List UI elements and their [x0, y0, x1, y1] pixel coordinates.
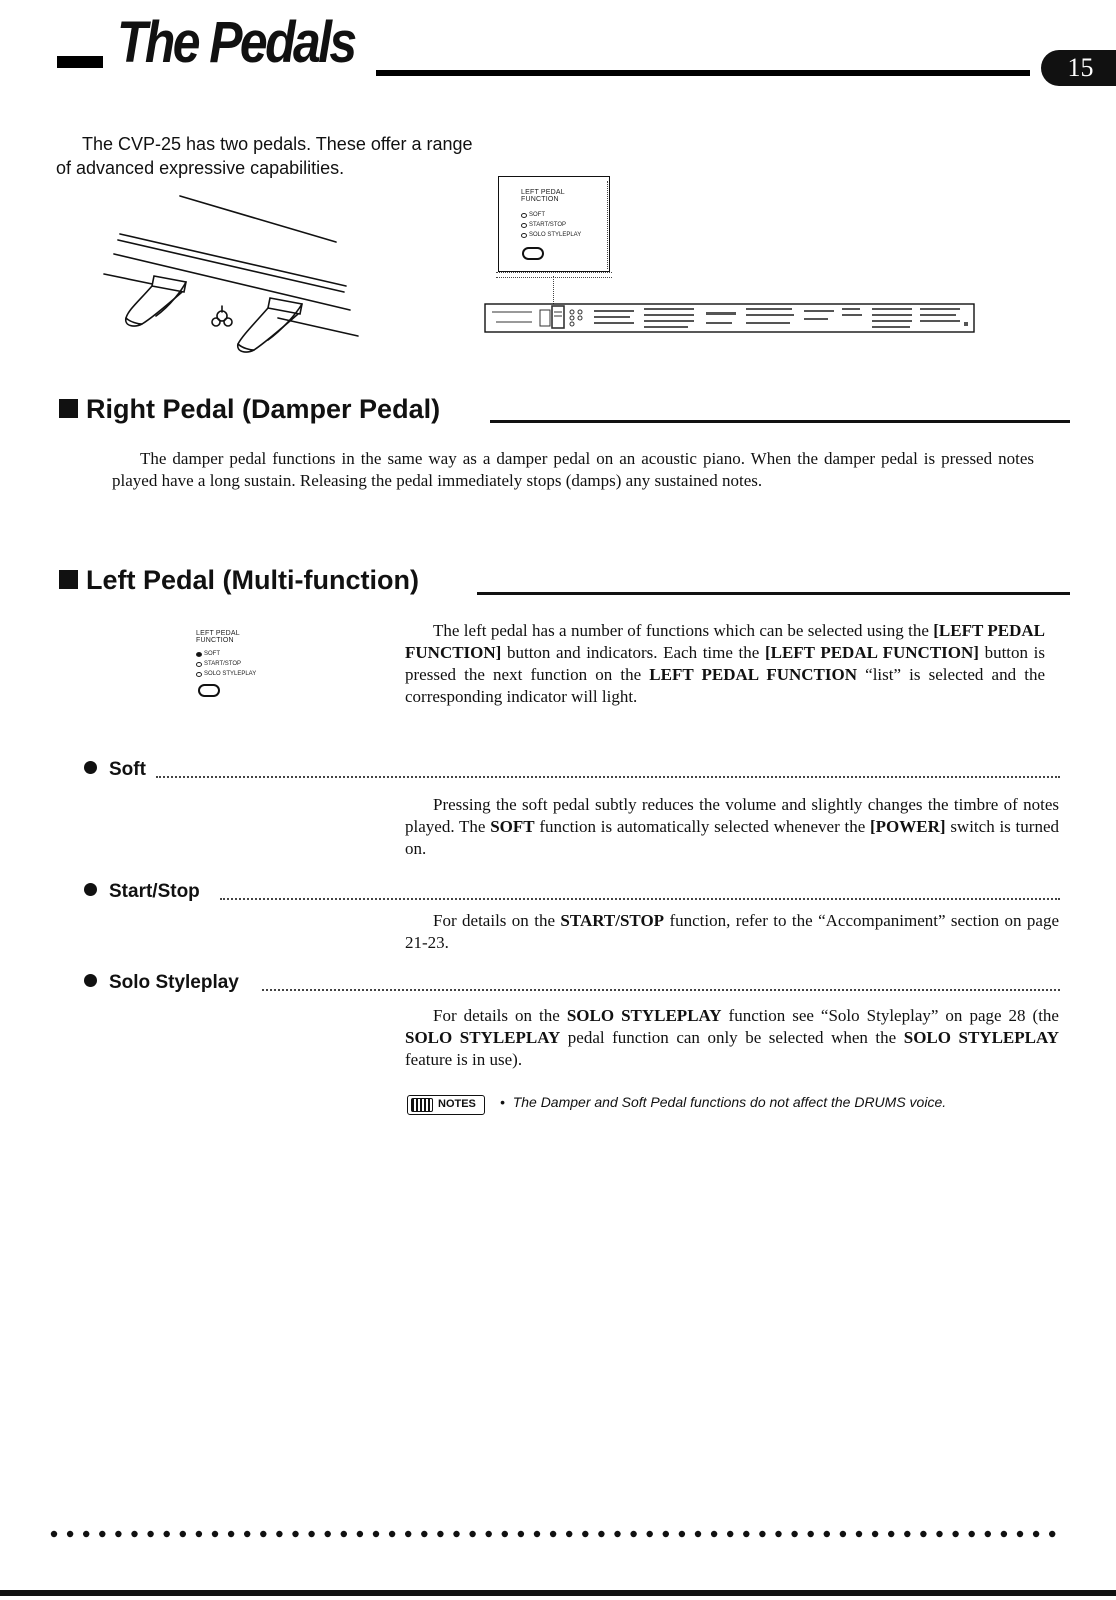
lpf-label-1: LEFT PEDAL: [196, 630, 240, 637]
lpf-label-2: FUNCTION: [196, 637, 234, 644]
bullet-icon: [84, 883, 97, 896]
left-pedal-body: The left pedal has a number of functions which can be selected using the [LEFT PEDAL FUNCTION] button and indicators. Each time the [LEFT PEDAL FUNCTION] button is pressed the next function on the LEFT PEDAL FUNCTION “list” is selected and the corresponding indicator will light.: [405, 621, 1045, 706]
indicator-led-lit-icon: [196, 652, 202, 657]
left-pedal-heading: Left Pedal (Multi-function): [86, 565, 419, 595]
callout-edge: [607, 181, 608, 269]
indicator-led-icon: [196, 662, 202, 667]
intro-line-1: The CVP-25 has two pedals. These offer a range: [82, 134, 473, 154]
keyboard-glyph-icon: [411, 1098, 433, 1112]
section-square-icon: [59, 399, 78, 418]
header-rule: [376, 70, 1030, 76]
lpf-option-solo-styleplay: SOLO STYLEPLAY: [196, 670, 256, 678]
solo-styleplay-body: For details on the SOLO STYLEPLAY function see “Solo Styleplay” on page 28 (the SOLO STYLEPLAY pedal function can only be selected when the SOLO STYLEPLAY feature is in use).: [405, 1006, 1059, 1069]
lpf-option-soft: SOFT: [196, 650, 220, 658]
lpf-button-icon: [198, 684, 220, 697]
indicator-led-icon: [521, 233, 527, 238]
right-pedal-body: The damper pedal functions in the same way as a damper pedal on an acoustic piano. When the damper pedal is pressed notes played have a long sustain. Releasing the pedal immediately stops (damps) any sustained notes.: [112, 449, 1034, 490]
lpf-option-start-stop: START/STOP: [521, 221, 566, 229]
footer-rule: [0, 1590, 1116, 1596]
notes-icon-label: NOTES: [438, 1098, 476, 1110]
right-pedal-heading-rule: [490, 420, 1070, 423]
intro-text: [56, 132, 556, 180]
indicator-led-icon: [521, 213, 527, 218]
leader-dots: [220, 898, 1060, 900]
pedals-illustration: [100, 190, 460, 370]
footer-dot-rule: [50, 1530, 1070, 1538]
notes-icon: [407, 1095, 485, 1115]
section-square-icon: [59, 570, 78, 589]
solo-styleplay-heading: Solo Styleplay: [84, 973, 239, 992]
start-stop-heading: Start/Stop: [84, 882, 200, 901]
left-pedal-heading-rule: [477, 592, 1070, 595]
intro-line-2: of advanced expressive capabilities.: [56, 158, 345, 178]
soft-body: Pressing the soft pedal subtly reduces the volume and slightly changes the timbre of notes played. The SOFT function is automatically selected whenever the [POWER] switch is turned on.: [405, 795, 1059, 858]
soft-heading: Soft: [84, 760, 146, 779]
indicator-led-icon: [196, 672, 202, 677]
lpf-option-solo-styleplay: SOLO STYLEPLAY: [521, 231, 581, 239]
lpf-label-1: LEFT PEDAL: [521, 189, 565, 196]
lpf-option-soft: SOFT: [521, 211, 545, 219]
header-bar-mark: [57, 56, 103, 68]
bullet-icon: [84, 974, 97, 987]
leader-dots: [156, 776, 1060, 778]
lpf-option-start-stop: START/STOP: [196, 660, 241, 668]
page-number: 15: [1041, 50, 1116, 86]
callout-base: [496, 272, 612, 278]
lpf-button-icon: [522, 247, 544, 260]
left-pedal-function-indicator: [196, 630, 286, 710]
start-stop-body: For details on the START/STOP function, refer to the “Accompaniment” section on page 21-23.: [405, 911, 1059, 952]
page-title: The Pedals: [117, 10, 355, 75]
leader-dots: [262, 989, 1060, 991]
control-panel-illustration: [484, 300, 976, 336]
left-pedal-function-panel-callout: [498, 176, 610, 272]
bullet-icon: [84, 761, 97, 774]
indicator-led-icon: [521, 223, 527, 228]
note-text: • The Damper and Soft Pedal functions do not affect the DRUMS voice.: [500, 1094, 947, 1110]
right-pedal-heading: Right Pedal (Damper Pedal): [86, 394, 441, 424]
lpf-label-2: FUNCTION: [521, 196, 559, 203]
